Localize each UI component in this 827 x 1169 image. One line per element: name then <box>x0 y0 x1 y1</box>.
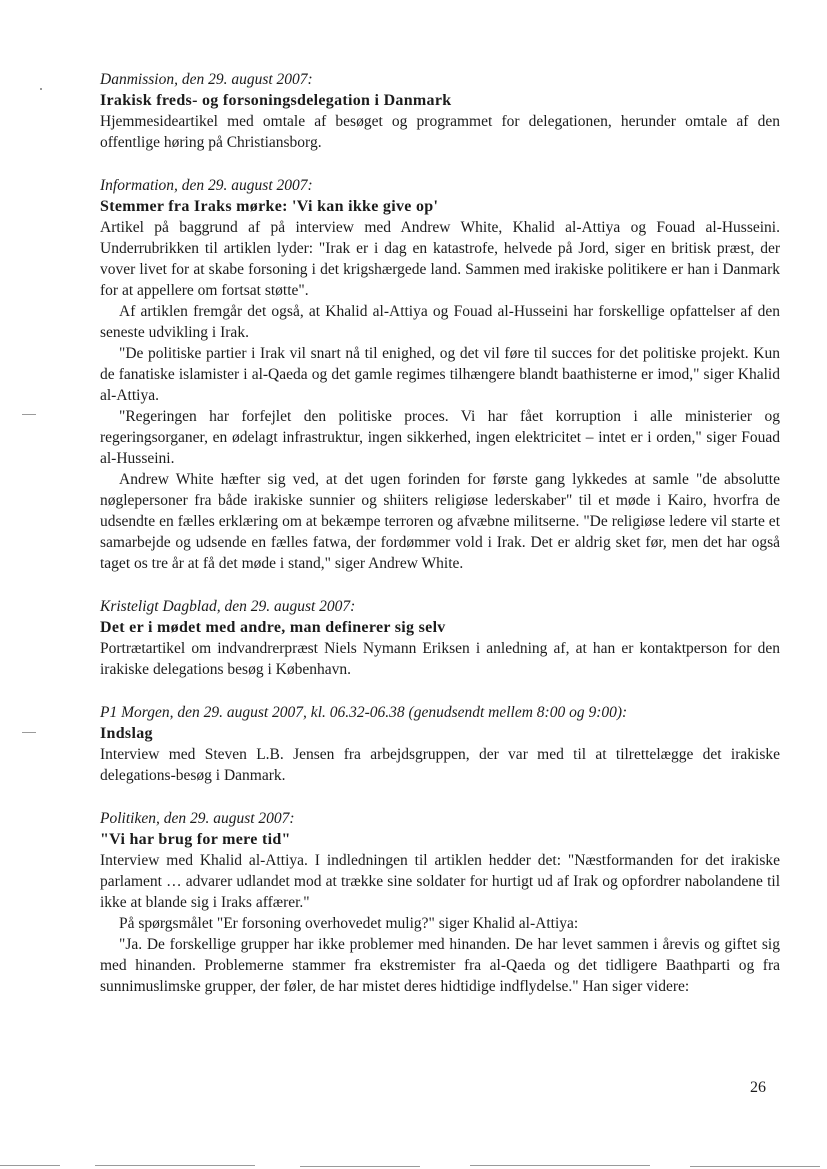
scan-margin-mark <box>22 732 36 733</box>
entry-paragraph: Hjemmesideartikel med omtale af besøget og programmet for delegationen, herunder omtale af den offentlige høring på Christiansborg. <box>100 113 780 151</box>
press-entries <box>100 69 780 1019</box>
scan-speck <box>40 88 42 90</box>
entry-paragraph: Af artiklen fremgår det også, at Khalid al-Attiya og Fouad al-Husseini har forskellige opfattelser af den seneste udvikling i Irak. <box>100 303 780 341</box>
entry-source: Politiken, den 29. august 2007: <box>100 810 295 827</box>
scan-margin-mark <box>22 414 36 415</box>
entry-paragraph: På spørgsmålet "Er forsoning overhovedet mulig?" siger Khalid al-Attiya: <box>119 915 579 932</box>
entry-paragraph: Interview med Khalid al-Attiya. I indledningen til artiklen hedder det: "Næstformanden for det irakiske parlament … advarer udlandet mod at trække sine soldater for hurtigt ud af Irak og opfordrer nabolandene til ikke at blande sig i Iraks affærer." <box>100 852 780 911</box>
entry-source: Kristeligt Dagblad, den 29. august 2007: <box>100 598 356 615</box>
press-entry <box>100 175 780 574</box>
entry-paragraph: Artikel på baggrund af på interview med Andrew White, Khalid al-Attiya og Fouad al-Husseini. Underrubrikken til artiklen lyder: "Irak er i dag en katastrofe, helvede på Jord, siger en britisk præst, der vover livet for at skabe forsoning i det krigshærgede land. Sammen med irakiske politikere er han i Danmark for at appellere om fortsat støtte". <box>100 219 780 299</box>
scan-bottom-edge <box>470 1165 650 1166</box>
entry-headline: Irakisk freds- og forsoningsdelegation i Danmark <box>100 92 452 109</box>
entry-paragraph: Interview med Steven L.B. Jensen fra arbejdsgruppen, der var med til at tilrettelægge det irakiske delegations-besøg i Danmark. <box>100 746 780 784</box>
page-number: 26 <box>750 1079 766 1096</box>
entry-paragraph: "Ja. De forskellige grupper har ikke problemer med hinanden. De har levet sammen i årevis og giftet sig med hinanden. Problemerne stammer fra ekstremister fra al-Qaeda og det tidligere Baathparti og fra sunnimuslimske grupper, der føler, de har mistet deres hidtidige indflydelse." Han siger videre: <box>100 936 780 995</box>
scan-bottom-edge <box>0 1165 60 1166</box>
scan-bottom-edge <box>95 1165 255 1166</box>
entry-paragraph: "De politiske partier i Irak vil snart nå til enighed, og det vil føre til succes for det politiske projekt. Kun de fanatiske islamister i al-Qaeda og det gamle regimes tilhængere blandt baathisterne er imod," siger Khalid al-Attiya. <box>100 345 780 404</box>
entry-source: Information, den 29. august 2007: <box>100 177 313 194</box>
entry-paragraph: "Regeringen har forfejlet den politiske proces. Vi har fået korruption i alle ministerier og regeringsorganer, en ødelagt infrastruktur, ingen sikkerhed, ingen elektricitet – intet er i orden," siger Fouad al-Husseini. <box>100 408 780 467</box>
scan-bottom-edge <box>690 1166 820 1167</box>
entry-paragraph: Portrætartikel om indvandrerpræst Niels Nymann Eriksen i anledning af, at han er kontaktperson for den irakiske delegations besøg i København. <box>100 640 780 678</box>
entry-paragraph: Andrew White hæfter sig ved, at det ugen forinden for første gang lykkedes at samle "de absolutte nøglepersoner fra både irakiske sunnier og shiiters religiøse lederskaber" til et møde i Kairo, hvorfra de udsendte en fælles erklæring om at bekæmpe terroren og afvæbne militserne. "De religiøse ledere vil starte et samarbejde og udsende en fælles fatwa, der fordømmer vold i Irak. Det er aldrig sket før, men det har også taget os tre år at få det møde i stand," siger Andrew White. <box>100 471 780 572</box>
press-entry <box>100 702 780 786</box>
entry-headline: Stemmer fra Iraks mørke: 'Vi kan ikke give op' <box>100 198 439 215</box>
press-entry <box>100 596 780 680</box>
entry-source: Danmission, den 29. august 2007: <box>100 71 313 88</box>
press-entry <box>100 808 780 997</box>
entry-source: P1 Morgen, den 29. august 2007, kl. 06.32-06.38 (genudsendt mellem 8:00 og 9:00): <box>100 704 628 721</box>
entry-headline: Indslag <box>100 725 153 742</box>
scan-bottom-edge <box>300 1166 420 1167</box>
entry-headline: Det er i mødet med andre, man definerer sig selv <box>100 619 446 636</box>
press-entry <box>100 69 780 153</box>
entry-headline: "Vi har brug for mere tid" <box>100 831 291 848</box>
